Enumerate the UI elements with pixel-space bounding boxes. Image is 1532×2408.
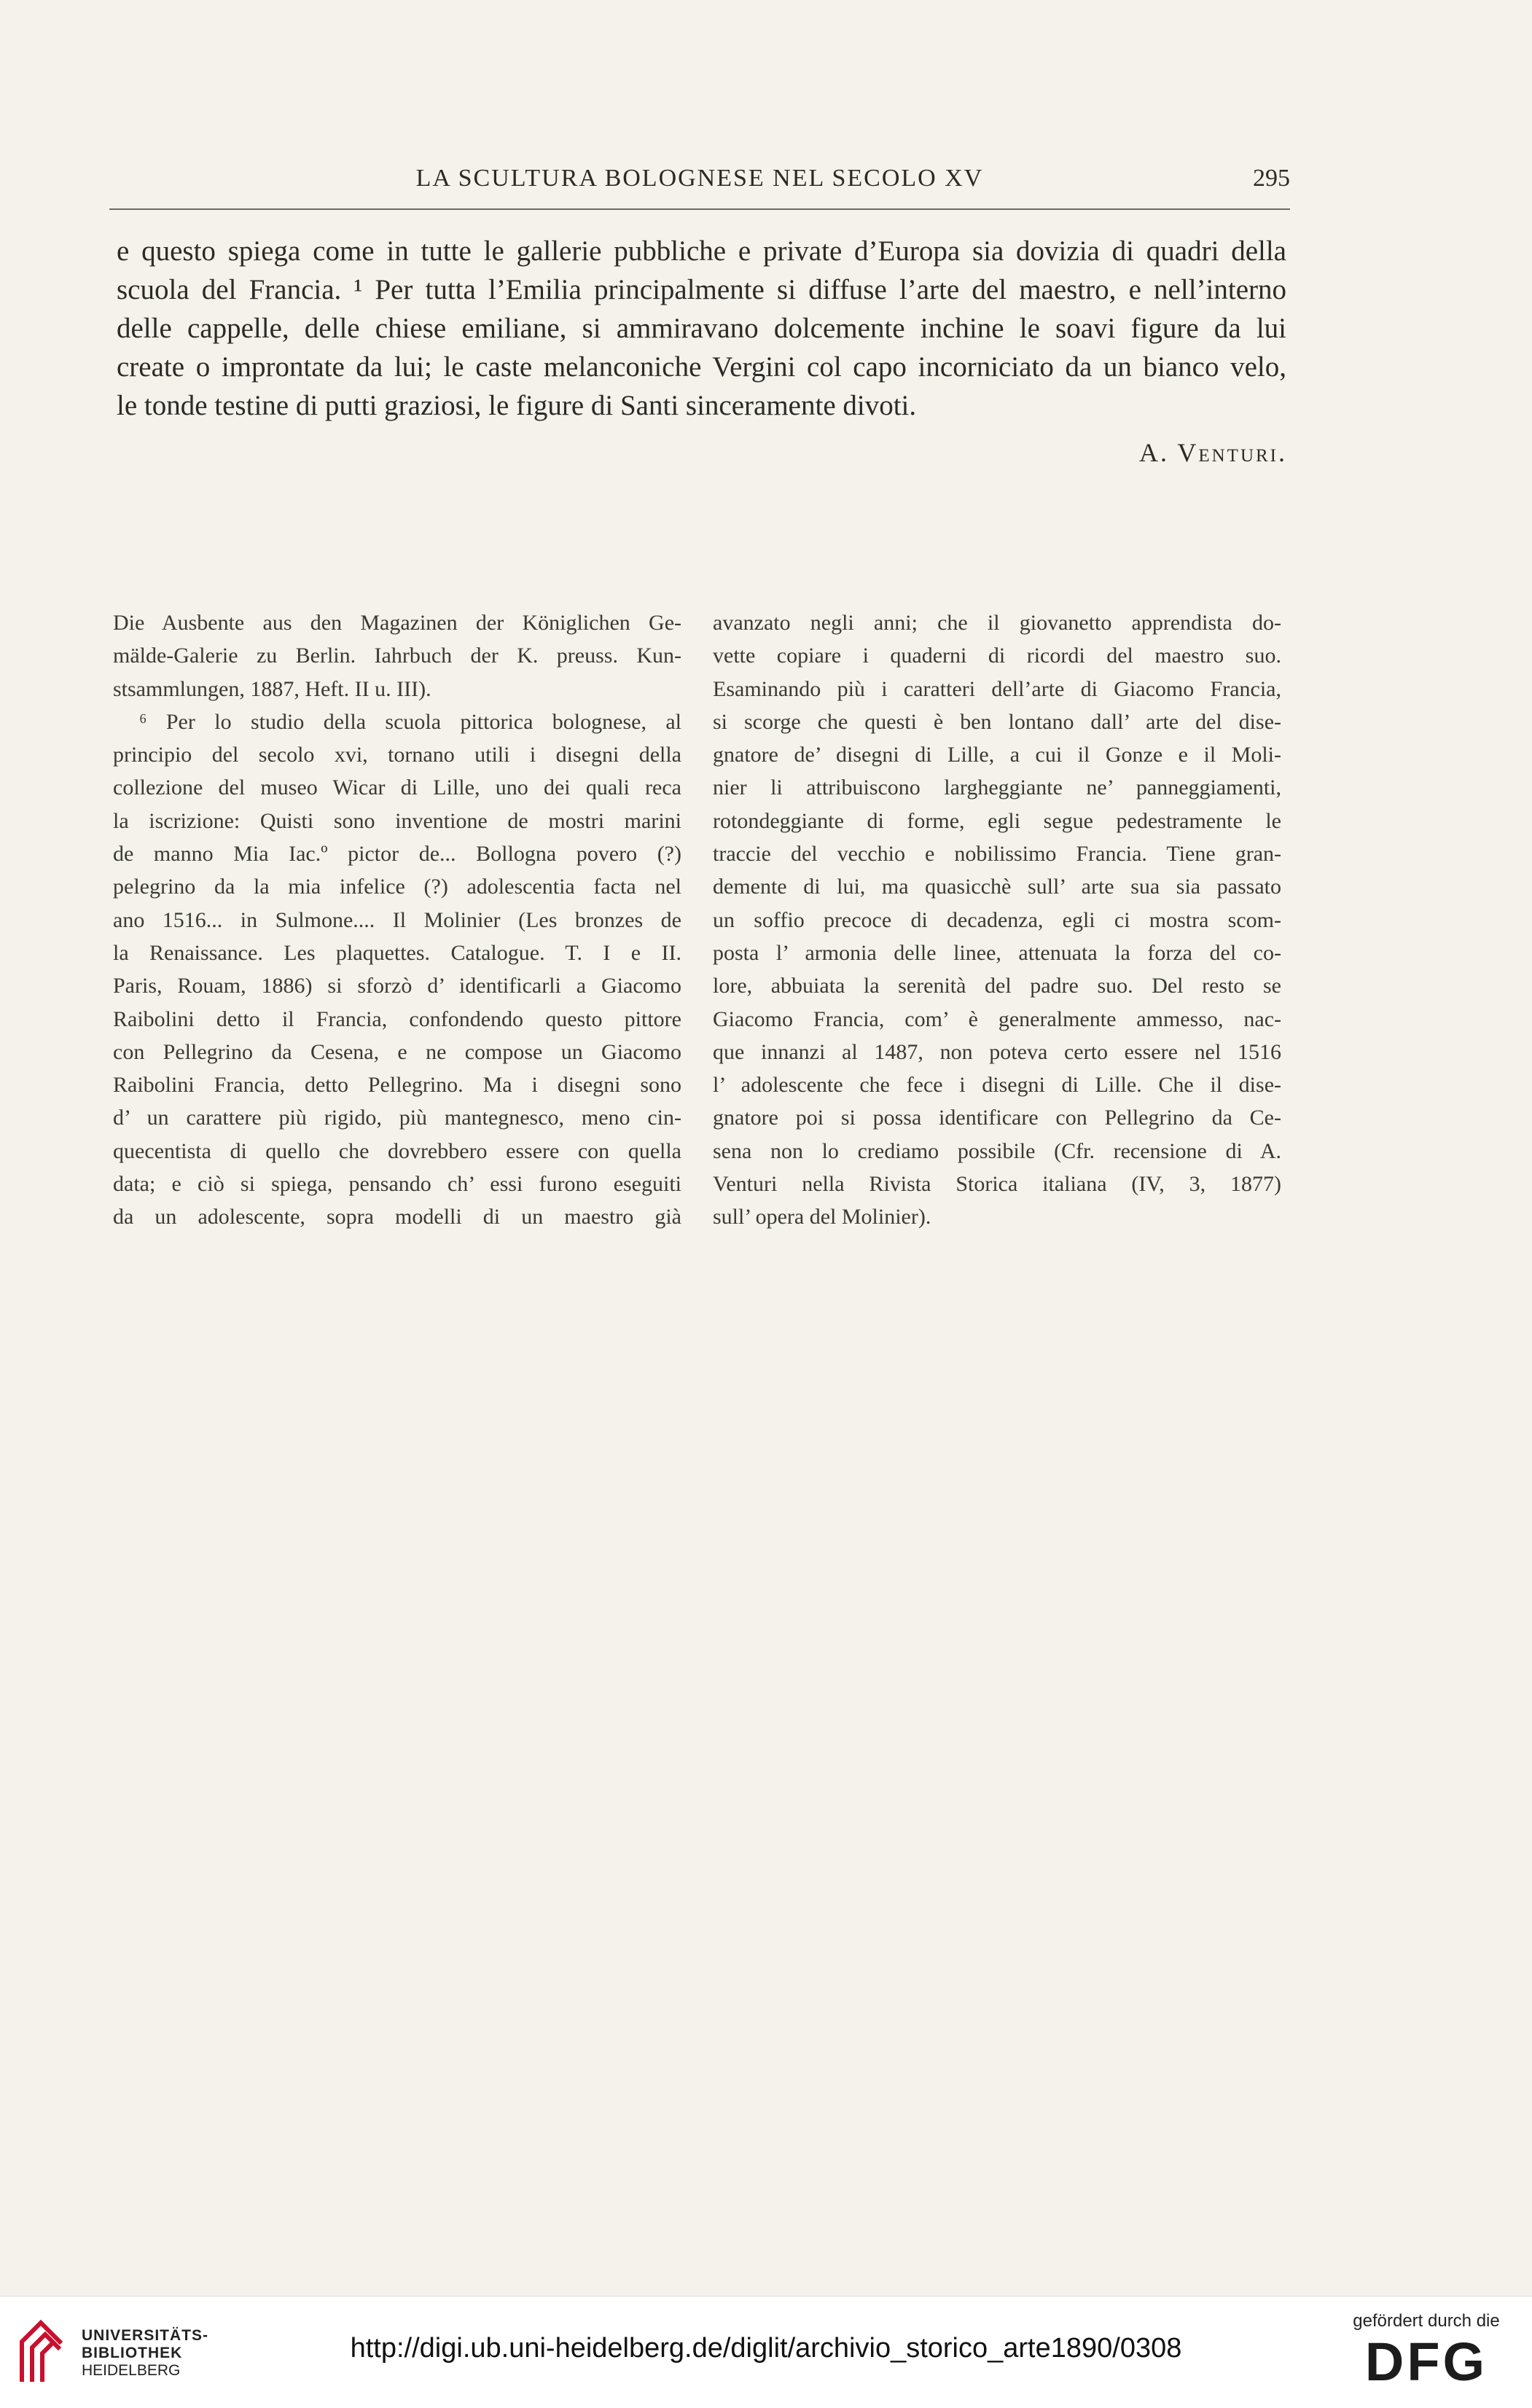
library-name-line: BIBLIOTHEK <box>82 2345 183 2361</box>
author-signature: A. Venturi. <box>1139 438 1287 467</box>
footnote-line: da un adolescente, sopra modelli di un maestro già <box>113 1205 681 1230</box>
footnote-line: Esaminando più i caratteri dell’arte di Giacomo Francia, <box>713 676 1281 701</box>
viewer-footer <box>0 2296 1532 2408</box>
footnote-line: data; e ciò si spiega, pensando ch’ essi furono eseguiti <box>113 1172 681 1197</box>
footnote-line: d’ un carattere più rigido, più mantegnesco, meno cin- <box>113 1106 681 1130</box>
footnote-column-right <box>713 606 1281 1234</box>
footnote-line: Raibolini Francia, detto Pellegrino. Ma i disegni sono <box>113 1073 681 1098</box>
funding-label: gefördert durch die <box>1353 2311 1500 2331</box>
footnote-line: demente di lui, ma quasicchè sull’ arte sua sia passato <box>713 875 1281 899</box>
footnote-line: Venturi nella Rivista Storica italiana (IV, 3, 1877) <box>713 1172 1281 1197</box>
footnote-line: principio del secolo xvi, tornano utili i disegni della <box>113 743 681 767</box>
footnote-line: quecentista di quello che dovrebbero essere con quella <box>113 1138 681 1163</box>
footnote-line: sena non lo crediamo possibile (Cfr. recensione di A. <box>713 1138 1281 1163</box>
footnote-line: l’ adolescente che fece i disegni di Lille. Che il dise- <box>713 1073 1281 1098</box>
footnote-line: rotondeggiante di forme, egli segue pedestramente le <box>713 808 1281 833</box>
footnote-line: de manno Mia Iac.º pictor de... Bollogna povero (?) <box>113 842 681 867</box>
library-name-line: HEIDELBERG <box>82 2362 181 2379</box>
footnote-column-left <box>113 606 681 1234</box>
footnote-line: collezione del museo Wicar di Lille, uno dei quali reca <box>113 775 681 800</box>
footnote-line: traccie del vecchio e nobilissimo Francia. Tiene gran- <box>713 842 1281 867</box>
main-text-line: e questo spiega come in tutte le gallerie pubbliche e private d’Europa sia dovizia di quadri della <box>117 235 1286 267</box>
footnote-line: sull’ opera del Molinier). <box>713 1205 931 1230</box>
footnote-line: lore, abbuiata la serenità del padre suo. Del resto se <box>713 974 1281 998</box>
permalink-url[interactable]: http://digi.ub.uni-heidelberg.de/diglit/archivio_storico_arte1890/0308 <box>350 2333 1182 2364</box>
footnote-line: posta l’ armonia delle linee, attenuata la forza del co- <box>713 940 1281 965</box>
footnote-line: Giacomo Francia, com’ è generalmente ammesso, nac- <box>713 1006 1281 1031</box>
library-name-line: UNIVERSITÄTS- <box>82 2327 209 2344</box>
running-title: LA SCULTURA BOLOGNESE NEL SECOLO XV <box>415 165 984 192</box>
footnote-line: nier li attribuiscono largheggiante ne’ panneggiamenti, <box>713 775 1281 800</box>
main-text-line: scuola del Francia. ¹ Per tutta l’Emilia principalmente si diffuse l’arte del maestro, e nell’interno <box>117 274 1286 305</box>
footnote-line: pelegrino da la mia infelice (?) adolescentia facta nel <box>113 875 681 899</box>
funding-credit <box>1343 2311 1510 2393</box>
main-text-line: create o improntate da lui; le caste melanconiche Vergini col capo incorniciato da un bianco velo, <box>117 351 1286 383</box>
footnote-line: la Renaissance. Les plaquettes. Catalogue. T. I e II. <box>113 940 681 965</box>
footnote-line: con Pellegrino da Cesena, e ne compose un Giacomo <box>113 1039 681 1064</box>
footnote-line: gnatore poi si possa identificare con Pellegrino da Ce- <box>713 1106 1281 1130</box>
main-text-line: le tonde testine di putti graziosi, le figure di Santi sinceramente divoti. <box>117 390 917 421</box>
footnote-line: Paris, Rouam, 1886) si sforzò d’ identificarli a Giacomo <box>113 974 681 998</box>
main-text-line: delle cappelle, delle chiese emiliane, si ammiravano dolcemente inchine le soavi figure da lui <box>117 313 1286 344</box>
footnote-line: mälde-Galerie zu Berlin. Iahrbuch der K. preuss. Kun- <box>113 644 681 668</box>
page-number: 295 <box>1253 165 1290 192</box>
footnote-line: la iscrizione: Quisti sono inventione de mostri marini <box>113 808 681 833</box>
footnote-line: avanzato negli anni; che il giovanetto apprendista do- <box>713 611 1281 635</box>
footnote-line: ⁶ Per lo studio della scuola pittorica bolognese, al <box>139 709 681 734</box>
footnote-line: stsammlungen, 1887, Heft. II u. III). <box>113 676 431 701</box>
dfg-logo: DFG <box>1364 2331 1488 2392</box>
footnote-line: si scorge che questi è ben lontano dall’ arte del dise- <box>713 709 1281 734</box>
footnote-line: Die Ausbente aus den Magazinen der Königlichen Ge- <box>113 611 681 635</box>
footnote-line: gnatore de’ disegni di Lille, a cui il Gonze e il Moli- <box>713 743 1281 767</box>
main-paragraph <box>117 232 1286 425</box>
footnote-line: vette copiare i quaderni di ricordi del maestro suo. <box>713 644 1281 668</box>
footnote-line: Raibolini detto il Francia, confondendo questo pittore <box>113 1006 681 1031</box>
footnote-line: ano 1516... in Sulmone.... Il Molinier (Les bronzes de <box>113 907 681 932</box>
page-header <box>109 165 1290 210</box>
footnote-line: que innanzi al 1487, non poteva certo essere nel 1516 <box>713 1039 1281 1064</box>
footnote-line: un soffio precoce di decadenza, egli ci mostra scom- <box>713 907 1281 932</box>
